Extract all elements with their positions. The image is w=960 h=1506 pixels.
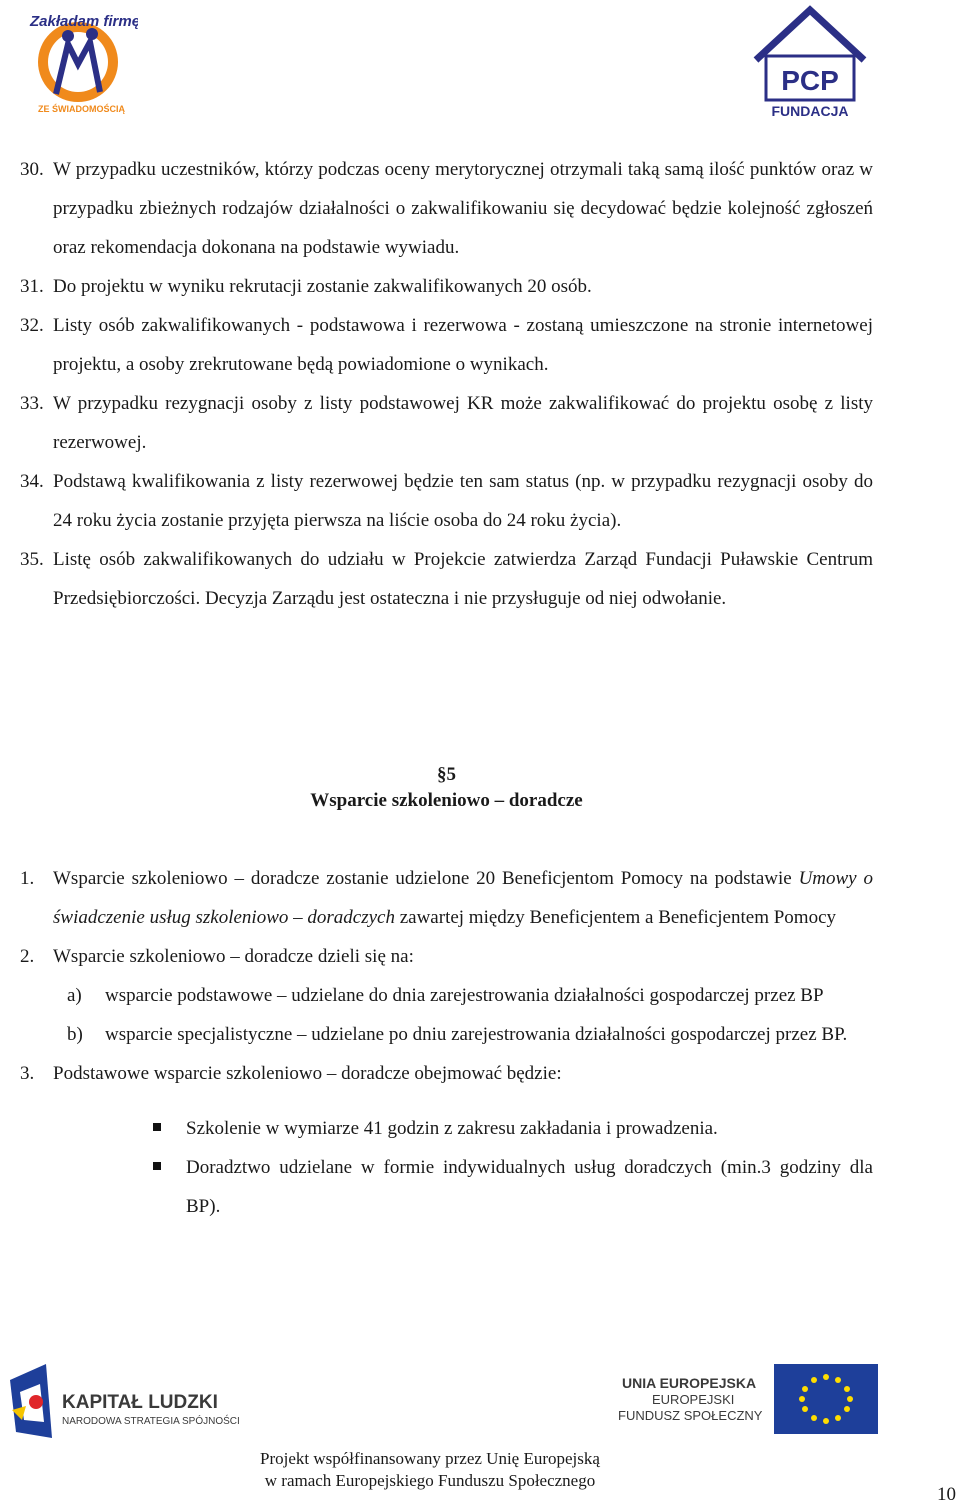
item-text: Listę osób zakwalifikowanych do udziału w Projekcie zatwierdza Zarząd Fundacji Puławskie Centrum Przedsiębiorczości. Decyzja Zarządu jest ostateczna i nie przysługuje od niej odwołanie.: [53, 549, 873, 609]
item-text: Do projektu w wyniku rekrutacji zostanie zakwalifikowanych 20 osób.: [53, 276, 592, 297]
item-text: Wsparcie szkoleniowo – doradcze zostanie udzielone 20 Beneficjentom Pomocy na podstawie: [53, 868, 799, 889]
sub-item-letter: a): [67, 985, 82, 1006]
list-item: [20, 1054, 873, 1093]
items-top-list: [20, 150, 873, 618]
item-text: zawartej między Beneficjentem a Beneficjentem Pomocy: [394, 907, 837, 928]
sub-item-text: wsparcie podstawowe – udzielane do dnia zarejestrowania działalności gospodarczej przez BP: [105, 985, 824, 1006]
pcp-fundacja-logo: [748, 4, 873, 120]
page-number: 10: [937, 1484, 956, 1505]
section-title: Wsparcie szkoleniowo – doradcze: [310, 790, 583, 811]
list-item: [20, 306, 873, 384]
item-text: Podstawą kwalifikowania z listy rezerwowej będzie ten sam status (np. w przypadku rezygnacji osoby do 24 roku życia zostanie przyjęta pierwsza na liście osoba do 24 roku życia).: [53, 471, 873, 531]
item-number: 35.: [20, 549, 44, 570]
item-number: 32.: [20, 315, 44, 336]
square-bullet-icon: [153, 1123, 161, 1131]
sub-list-item: [20, 976, 873, 1015]
item-number: 34.: [20, 471, 44, 492]
item-text-italic: Umowy o świadczenie usług szkoleniowo – doradczych: [53, 868, 873, 928]
item-text: W przypadku uczestników, którzy podczas oceny merytorycznej otrzymali taką samą ilość punktów oraz w przypadku zbieżnych rodzajów działalności o zakwalifikowaniu się decydować będzie kolejność zgłoszeń oraz rekomendacja dokonana na podstawie wywiadu.: [53, 159, 873, 258]
kl-subtitle: NARODOWA STRATEGIA SPÓJNOŚCI: [62, 1416, 240, 1427]
list-item: [20, 150, 873, 267]
list-item: [20, 859, 873, 937]
footer-text: [0, 1448, 860, 1492]
section-heading: [20, 762, 873, 814]
square-bullet-icon: [153, 1162, 161, 1170]
section-symbol: §: [437, 764, 447, 785]
bullet-text: Doradztwo udzielane w formie indywidualnych usług doradczych (min.3 godziny dla BP).: [186, 1157, 873, 1217]
footer-line2: w ramach Europejskiego Funduszu Społecznego: [264, 1471, 596, 1490]
bullet-item: [20, 1148, 873, 1226]
logo-text-top: Zakładam firmę: [30, 13, 138, 30]
item-number: 2.: [20, 946, 35, 967]
sub-item-letter: b): [67, 1024, 83, 1045]
item-number: 1.: [20, 868, 35, 889]
eu-line3: FUNDUSZ SPOŁECZNY: [618, 1408, 763, 1423]
item-number: 30.: [20, 159, 44, 180]
list-item: [20, 462, 873, 540]
pcp-logo-text: PCP: [781, 65, 839, 96]
logo-text-bottom: ZE ŚWIADOMOŚCIĄ: [38, 104, 125, 114]
bullet-item: [20, 1109, 873, 1148]
list-item: [20, 384, 873, 462]
item-number: 3.: [20, 1063, 35, 1084]
item-text: Podstawowe wsparcie szkoleniowo – doradcze obejmować będzie:: [53, 1063, 562, 1084]
footer-line1: Projekt współfinansowany przez Unię Europejską: [260, 1449, 600, 1468]
fundacja-logo-text: FUNDACJA: [771, 103, 849, 119]
item-text: Wsparcie szkoleniowo – doradcze dzieli się na:: [53, 946, 414, 967]
section-number-value: 5: [446, 764, 456, 785]
item-number: 31.: [20, 276, 44, 297]
item-number: 33.: [20, 393, 44, 414]
eu-efs-logo: [614, 1364, 880, 1436]
eu-line1: UNIA EUROPEJSKA: [622, 1375, 757, 1391]
list-item: [20, 267, 873, 306]
list-item: [20, 937, 873, 976]
item-text: Listy osób zakwalifikowanych - podstawowa i rezerwowa - zostaną umieszczone na stronie internetowej projektu, a osoby zrekrutowane będą powiadomione o wynikach.: [53, 315, 873, 375]
kl-title: KAPITAŁ LUDZKI: [62, 1392, 218, 1413]
sub-list-item: [20, 1015, 873, 1054]
kapital-ludzki-logo: [6, 1362, 256, 1442]
zakladam-firme-logo: [8, 4, 138, 116]
items-section-list: [20, 859, 873, 1226]
section-number: [20, 762, 873, 788]
eu-line2: EUROPEJSKI: [652, 1392, 735, 1407]
bullet-text: Szkolenie w wymiarze 41 godzin z zakresu zakładania i prowadzenia.: [186, 1118, 718, 1139]
item-text: W przypadku rezygnacji osoby z listy podstawowej KR może zakwalifikować do projektu osobę z listy rezerwowej.: [53, 393, 873, 453]
list-item: [20, 540, 873, 618]
sub-item-text: wsparcie specjalistyczne – udzielane po dniu zarejestrowania działalności gospodarczej przez BP.: [105, 1024, 848, 1045]
